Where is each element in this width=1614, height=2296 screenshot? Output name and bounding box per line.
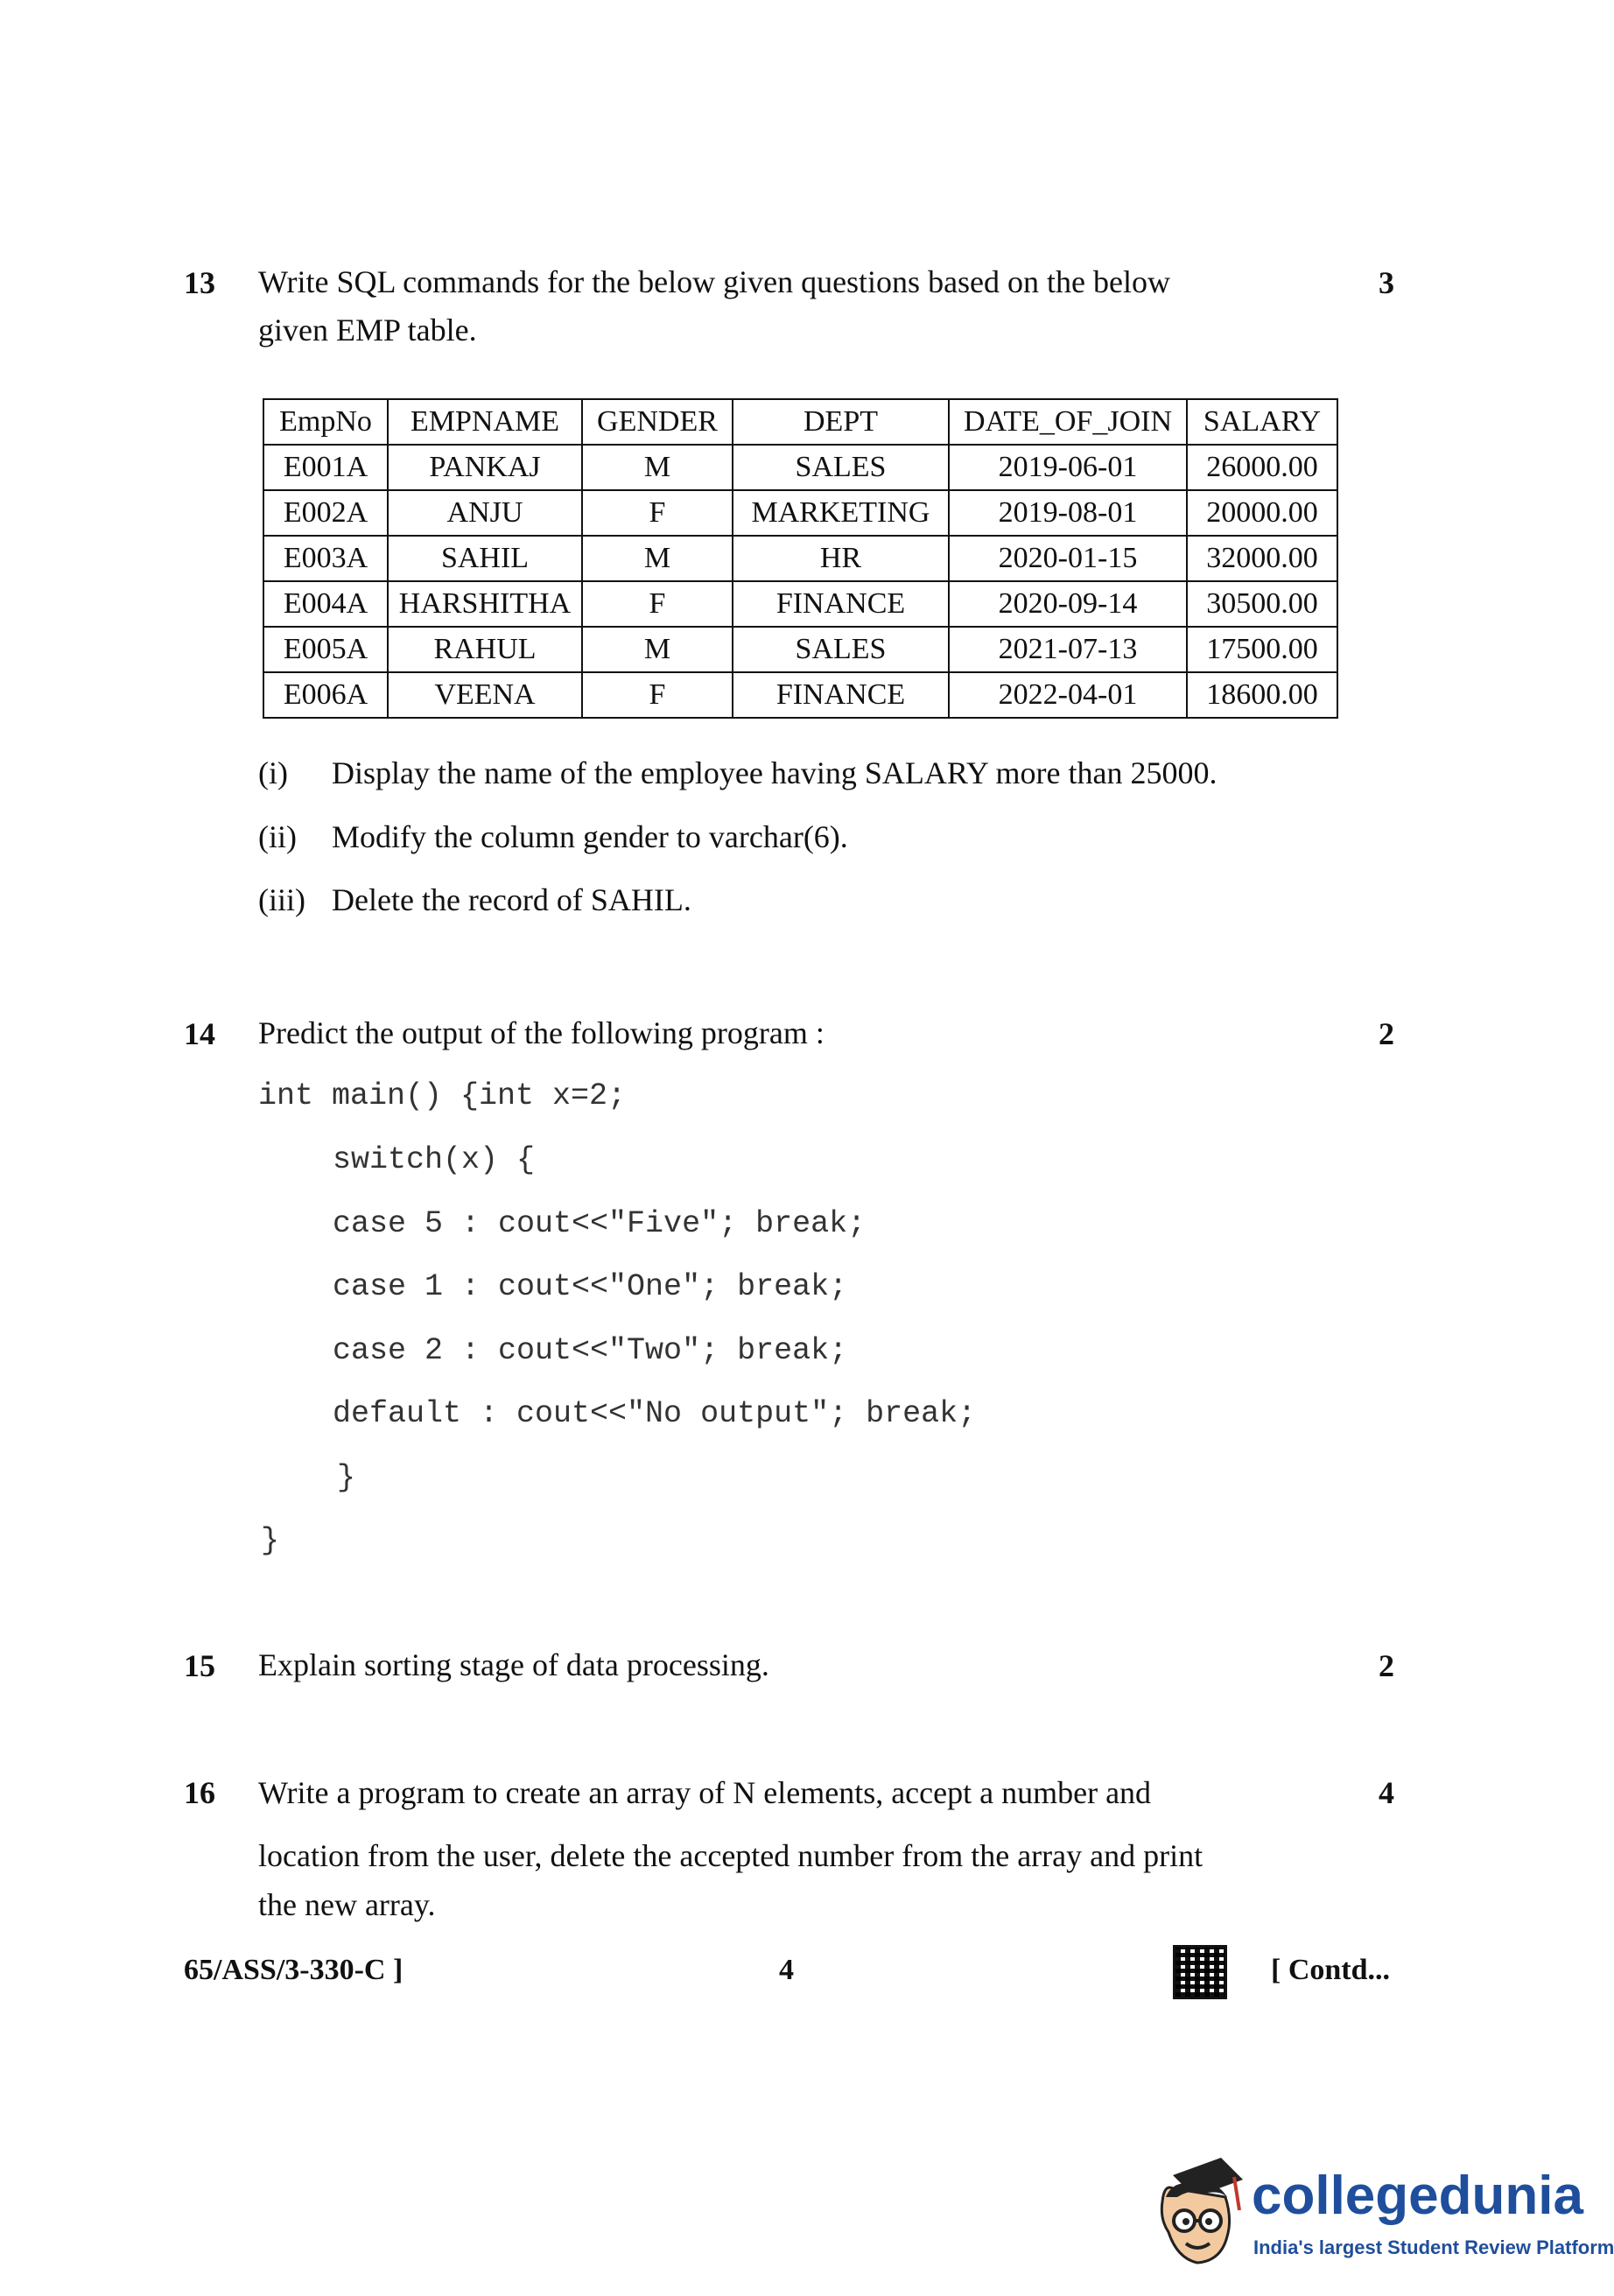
cell: M [582, 445, 733, 490]
cell: SAHIL [388, 536, 582, 581]
table-header-row [263, 399, 1337, 445]
question-13-number: 13 [184, 265, 215, 300]
cell: FINANCE [733, 581, 949, 627]
table-row [263, 536, 1337, 581]
cell: 2020-01-15 [949, 536, 1187, 581]
cell: SALES [733, 445, 949, 490]
code-line-6: default : cout<<"No output"; break; [333, 1396, 977, 1431]
contd-label: [ Contd... [1271, 1954, 1391, 1986]
subquestion-label: (i) [258, 755, 288, 790]
code-line-1: int main() {int x=2; [258, 1078, 627, 1113]
code-line-3: case 5 : cout<<"Five"; break; [333, 1206, 867, 1241]
table-row [263, 490, 1337, 536]
cell: 17500.00 [1187, 627, 1337, 672]
question-16-text [258, 1768, 1203, 1929]
question-16-line-2: location from the user, delete the accepted number from the array and print [258, 1838, 1203, 1873]
cell: F [582, 490, 733, 536]
question-14-number: 14 [184, 1016, 215, 1051]
cell: SALES [733, 627, 949, 672]
question-15-text: Explain sorting stage of data processing. [258, 1647, 769, 1682]
code-line-2: switch(x) { [333, 1142, 536, 1177]
header-date-of-join: DATE_OF_JOIN [949, 399, 1187, 445]
cell: M [582, 536, 733, 581]
cell: 2019-08-01 [949, 490, 1187, 536]
cell: F [582, 672, 733, 718]
question-16-line-3: the new array. [258, 1887, 436, 1922]
cell: VEENA [388, 672, 582, 718]
header-gender: GENDER [582, 399, 733, 445]
cell: 32000.00 [1187, 536, 1337, 581]
page-number: 4 [779, 1954, 794, 1986]
emp-table [263, 398, 1338, 719]
question-13-marks: 3 [1379, 265, 1394, 300]
cell: M [582, 627, 733, 672]
table-row [263, 445, 1337, 490]
question-13-line-1: Write SQL commands for the below given questions based on the below [258, 264, 1170, 299]
question-14-marks: 2 [1379, 1016, 1394, 1051]
cell: 20000.00 [1187, 490, 1337, 536]
subquestion-text: Modify the column gender to varchar(6). [332, 819, 848, 854]
mascot-icon [1147, 2149, 1247, 2280]
header-empno: EmpNo [263, 399, 388, 445]
question-16-marks: 4 [1379, 1775, 1394, 1810]
cell: E006A [263, 672, 388, 718]
cell: 2021-07-13 [949, 627, 1187, 672]
cell: E003A [263, 536, 388, 581]
cell: MARKETING [733, 490, 949, 536]
cell: PANKAJ [388, 445, 582, 490]
header-empname: EMPNAME [388, 399, 582, 445]
subquestion-text: Delete the record of SAHIL. [332, 882, 691, 917]
cell: E001A [263, 445, 388, 490]
cell: E005A [263, 627, 388, 672]
table-row [263, 627, 1337, 672]
cell: F [582, 581, 733, 627]
cell: RAHUL [388, 627, 582, 672]
table-row [263, 672, 1337, 718]
cell: 2022-04-01 [949, 672, 1187, 718]
cell: 18600.00 [1187, 672, 1337, 718]
question-13-text [258, 258, 1170, 355]
qr-code-icon [1173, 1945, 1227, 1999]
cell: E002A [263, 490, 388, 536]
question-15-marks: 2 [1379, 1648, 1394, 1683]
subquestion-label: (iii) [258, 882, 305, 917]
table-row [263, 581, 1337, 627]
code-line-5: case 2 : cout<<"Two"; break; [333, 1333, 848, 1368]
cell: 2020-09-14 [949, 581, 1187, 627]
paper-code: 65/ASS/3-330-C ] [184, 1954, 404, 1986]
brand-name: collegedunia [1252, 2166, 1583, 2226]
cell: 26000.00 [1187, 445, 1337, 490]
cell: FINANCE [733, 672, 949, 718]
subquestion-text: Display the name of the employee having SALARY more than 25000. [332, 755, 1218, 790]
question-14-text: Predict the output of the following program : [258, 1015, 825, 1050]
header-salary: SALARY [1187, 399, 1337, 445]
subquestion-label: (ii) [258, 819, 297, 854]
brand-tagline: India's largest Student Review Platform [1253, 2236, 1614, 2258]
question-13-line-2: given EMP table. [258, 312, 477, 348]
cell: 30500.00 [1187, 581, 1337, 627]
cell: HR [733, 536, 949, 581]
question-16-line-1: Write a program to create an array of N elements, accept a number and [258, 1775, 1152, 1810]
code-line-4: case 1 : cout<<"One"; break; [333, 1269, 848, 1304]
code-line-8: } [261, 1523, 280, 1558]
question-16-number: 16 [184, 1775, 215, 1810]
header-dept: DEPT [733, 399, 949, 445]
cell: ANJU [388, 490, 582, 536]
collegedunia-logo [1147, 2149, 1614, 2285]
code-line-7: } [337, 1460, 356, 1495]
cell: E004A [263, 581, 388, 627]
question-15-number: 15 [184, 1648, 215, 1683]
cell: 2019-06-01 [949, 445, 1187, 490]
cell: HARSHITHA [388, 581, 582, 627]
